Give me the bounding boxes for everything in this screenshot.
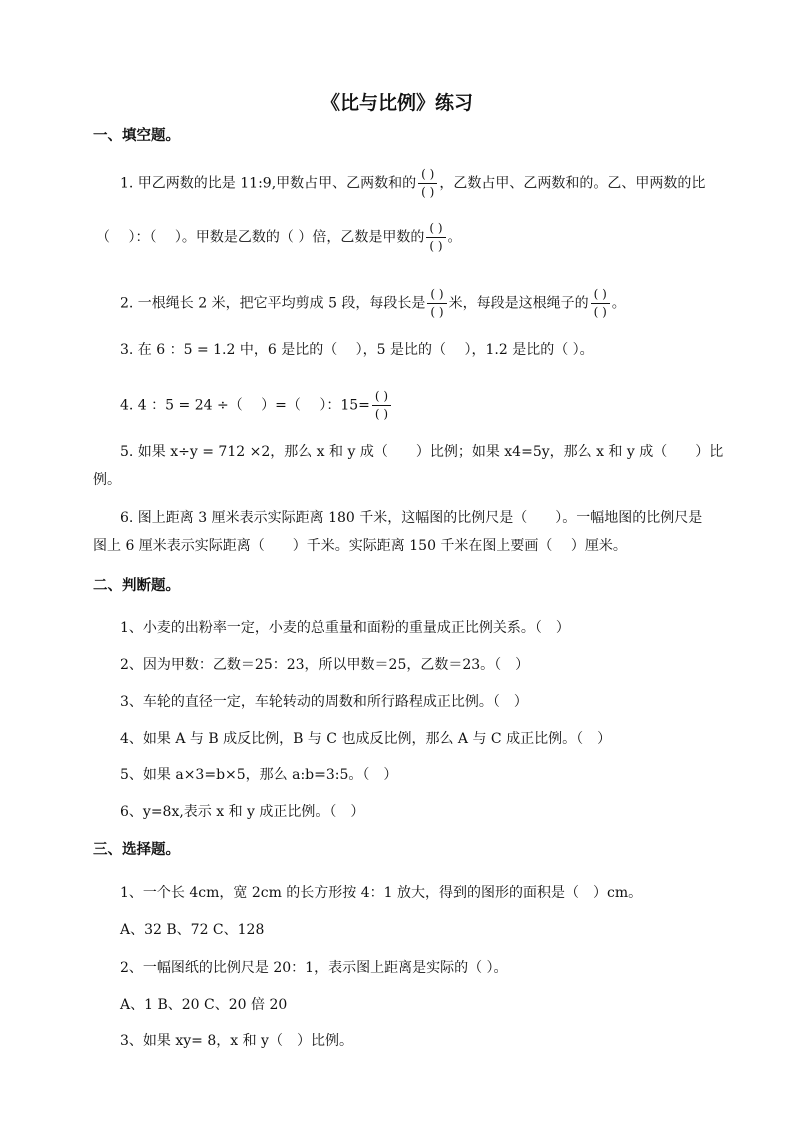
choice-question-3: 3、如果 xy= 8，x 和 y（ ）比例。	[120, 1033, 353, 1049]
fraction-blank: $\frac{( )}{( )}$	[372, 390, 391, 421]
fraction-blank: $\frac{( )}{( )}$	[426, 222, 445, 253]
fill-question-4: 4. 4 ：5 = 24 ÷（ ）=（ ）：15= $\frac{( )}{( )}$	[120, 390, 393, 421]
fill-question-2: 2. 一根绳长 2 米，把它平均剪成 5 段，每段长是 $\frac{( )}{( )}$ 米，每段是这根绳子的 $\frac{( )}{( )}$ 。	[120, 287, 626, 319]
judge-question-2: 2、因为甲数：乙数＝25：23，所以甲数＝25，乙数＝23。（ ）	[120, 657, 530, 673]
fraction-blank: $\frac{( )}{( )}$	[418, 168, 437, 199]
section-fill-heading: 一、填空题。	[93, 127, 180, 144]
judge-question-1: 1、小麦的出粉率一定，小麦的总重量和面粉的重量成正比例关系。（ ）	[120, 620, 570, 636]
fill-question-6-line1: 6. 图上距离 3 厘米表示实际距离 180 千米，这幅图的比例尺是（ ）。一幅地图的比例尺是	[120, 510, 703, 526]
choice-question-2: 2、一幅图纸的比例尺是 20：1，表示图上距离是实际的（ ）。	[120, 960, 508, 976]
judge-question-5: 5、如果 a×3=b×5，那么 a:b=3:5。（ ）	[120, 767, 398, 783]
fill-question-1-line1: 1. 甲乙两数的比是 11:9,甲数占甲、乙两数和的 $\frac{( )}{( )}$ ，乙数占甲、乙两数和的。乙、甲两数的比	[120, 167, 706, 199]
choice-question-1-options: A、32 B、72 C、128	[120, 922, 265, 938]
judge-question-6: 6、y=8x,表示 x 和 y 成正比例。（ ）	[120, 804, 365, 820]
fill-question-1-line2: （ ）：（ ）。甲数是乙数的（ ）倍，乙数是甲数的 $\frac{( )}{( )}$ 。	[96, 221, 462, 253]
section-judge-heading: 二、判断题。	[93, 577, 180, 594]
choice-question-2-options: A、1 B、20 C、20 倍 20	[120, 997, 288, 1013]
choice-question-1: 1、一个长 4cm，宽 2cm 的长方形按 4：1 放大，得到的图形的面积是（ ）cm。	[120, 885, 643, 901]
fill-question-6-line2: 图上 6 厘米表示实际距离（ ）千米。实际距离 150 千米在图上要画（ ）厘米。	[93, 538, 627, 554]
fraction-blank: $\frac{( )}{( )}$	[427, 288, 446, 319]
fill-question-5-line1: 5. 如果 x÷y = 712 ×2，那么 x 和 y 成（ ）比例；如果 x4=5y，那么 x 和 y 成（ ）比	[120, 444, 724, 460]
section-choice-heading: 三、选择题。	[93, 841, 180, 858]
judge-question-3: 3、车轮的直径一定，车轮转动的周数和所行路程成正比例。（ ）	[120, 694, 528, 710]
fill-question-3: 3. 在 6 ：5 = 1.2 中，6 是比的（ ），5 是比的（ ），1.2 是比的（ ）。	[120, 342, 594, 358]
page-title: 《比与比例》练习	[320, 92, 473, 114]
judge-question-4: 4、如果 A 与 B 成反比例，B 与 C 也成反比例，那么 A 与 C 成正比例。（ ）	[120, 731, 612, 747]
fill-question-5-line2: 例。	[93, 472, 121, 488]
fraction-blank: $\frac{( )}{( )}$	[591, 288, 610, 319]
